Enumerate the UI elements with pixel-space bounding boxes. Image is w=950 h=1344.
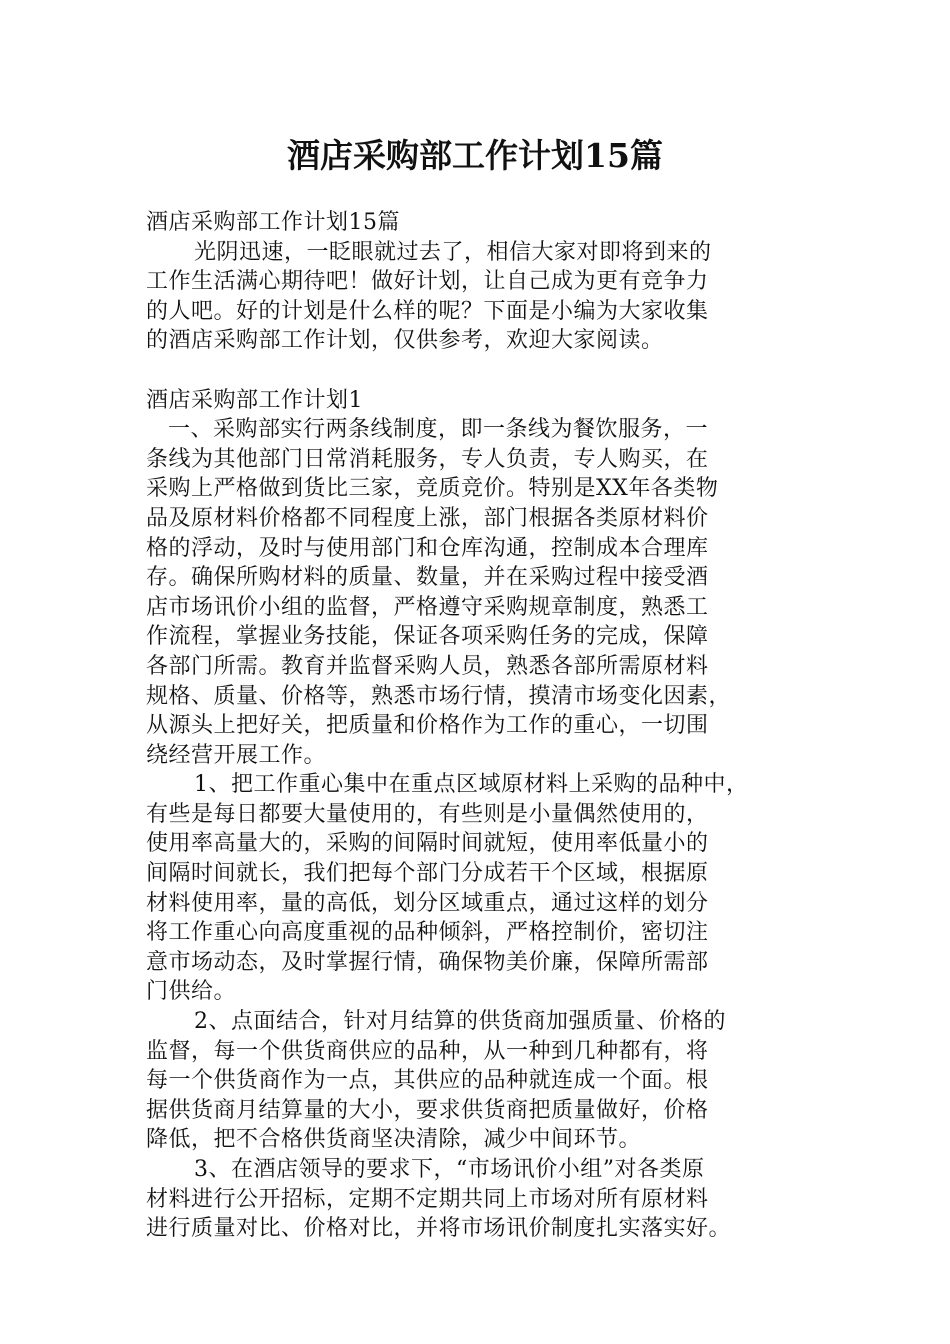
- paragraph-line: 1、把工作重心集中在重点区域原材料上采购的品种中，: [194, 772, 749, 798]
- paragraph-line: 间隔时间就长，我们把每个部门分成若干个区域，根据原: [146, 861, 709, 887]
- paragraph-line: 门供给。: [146, 979, 237, 1005]
- paragraph-line: 工作生活满心期待吧！做好计划，让自己成为更有竞争力: [146, 269, 709, 295]
- paragraph-line: 格的浮动，及时与使用部门和仓库沟通，控制成本合理库: [146, 535, 709, 561]
- paragraph-1: [146, 415, 814, 770]
- paragraph-line: 绕经营开展工作。: [146, 742, 327, 768]
- paragraph-line: 的人吧。好的计划是什么样的呢？下面是小编为大家收集: [146, 298, 709, 324]
- paragraph-line: 3、在酒店领导的要求下，“市场讯价小组”对各类原: [194, 1157, 705, 1182]
- paragraph-line: 条线为其他部门日常消耗服务，专人负责，专人购买，在: [146, 446, 709, 472]
- paragraph-line: 从源头上把好关，把质量和价格作为工作的重心，一切围: [146, 713, 709, 739]
- document-subtitle: 酒店采购部工作计划15篇: [146, 210, 400, 235]
- paragraph-line: 一、采购部实行两条线制度，即一条线为餐饮服务，一: [168, 417, 709, 443]
- paragraph-line: 2、点面结合，针对月结算的供货商加强质量、价格的: [194, 1009, 726, 1035]
- paragraph-line: 使用率高量大的，采购的间隔时间就短，使用率低量小的: [146, 831, 709, 857]
- paragraph-line: 采购上严格做到货比三家，竞质竞价。特别是XX年各类物: [146, 476, 719, 502]
- paragraph-line: 作流程，掌握业务技能，保证各项采购任务的完成，保障: [146, 624, 709, 650]
- paragraph-line: 降低，把不合格供货商坚决清除，减少中间环节。: [146, 1127, 642, 1153]
- paragraph-2: [146, 770, 814, 1007]
- paragraph-line: 材料进行公开招标，定期不定期共同上市场对所有原材料: [146, 1186, 709, 1212]
- paragraph-line: 每一个供货商作为一点，其供应的品种就连成一个面。根: [146, 1068, 709, 1094]
- document-body: [146, 208, 814, 1244]
- paragraph-line: 店市场讯价小组的监督，严格遵守采购规章制度，熟悉工: [146, 594, 709, 620]
- paragraph-line: 存。确保所购材料的质量、数量，并在采购过程中接受酒: [146, 565, 709, 591]
- paragraph-line: 进行质量对比、价格对比，并将市场讯价制度扎实落实好。: [146, 1216, 732, 1242]
- paragraph-line: 将工作重心向高度重视的品种倾斜，严格控制价，密切注: [146, 920, 709, 946]
- paragraph-line: 意市场动态，及时掌握行情，确保物美价廉，保障所需部: [146, 949, 709, 975]
- paragraph-line: 有些是每日都要大量使用的，有些则是小量偶然使用的，: [146, 801, 709, 827]
- blank-line: [146, 356, 814, 386]
- paragraph-line: 据供货商月结算量的大小，要求供货商把质量做好，价格: [146, 1097, 709, 1123]
- paragraph-4: [146, 1155, 814, 1244]
- paragraph-line: 品及原材料价格都不同程度上涨，部门根据各类原材料价: [146, 505, 709, 531]
- paragraph-line: 的酒店采购部工作计划，仅供参考，欢迎大家阅读。: [146, 328, 664, 354]
- intro-paragraph: [146, 238, 814, 356]
- paragraph-line: 光阴迅速，一眨眼就过去了，相信大家对即将到来的: [194, 239, 712, 265]
- paragraph-line: 监督，每一个供货商供应的品种，从一种到几种都有，将: [146, 1038, 709, 1064]
- document-title: 酒店采购部工作计划15篇: [287, 136, 663, 175]
- section-heading: 酒店采购部工作计划1: [146, 387, 363, 413]
- paragraph-line: 各部门所需。教育并监督采购人员，熟悉各部所需原材料: [146, 653, 709, 679]
- paragraph-3: [146, 1007, 814, 1155]
- paragraph-line: 材料使用率，量的高低，划分区域重点，通过这样的划分: [146, 890, 709, 916]
- paragraph-line: 规格、质量、价格等，熟悉市场行情，摸清市场变化因素，: [146, 683, 732, 709]
